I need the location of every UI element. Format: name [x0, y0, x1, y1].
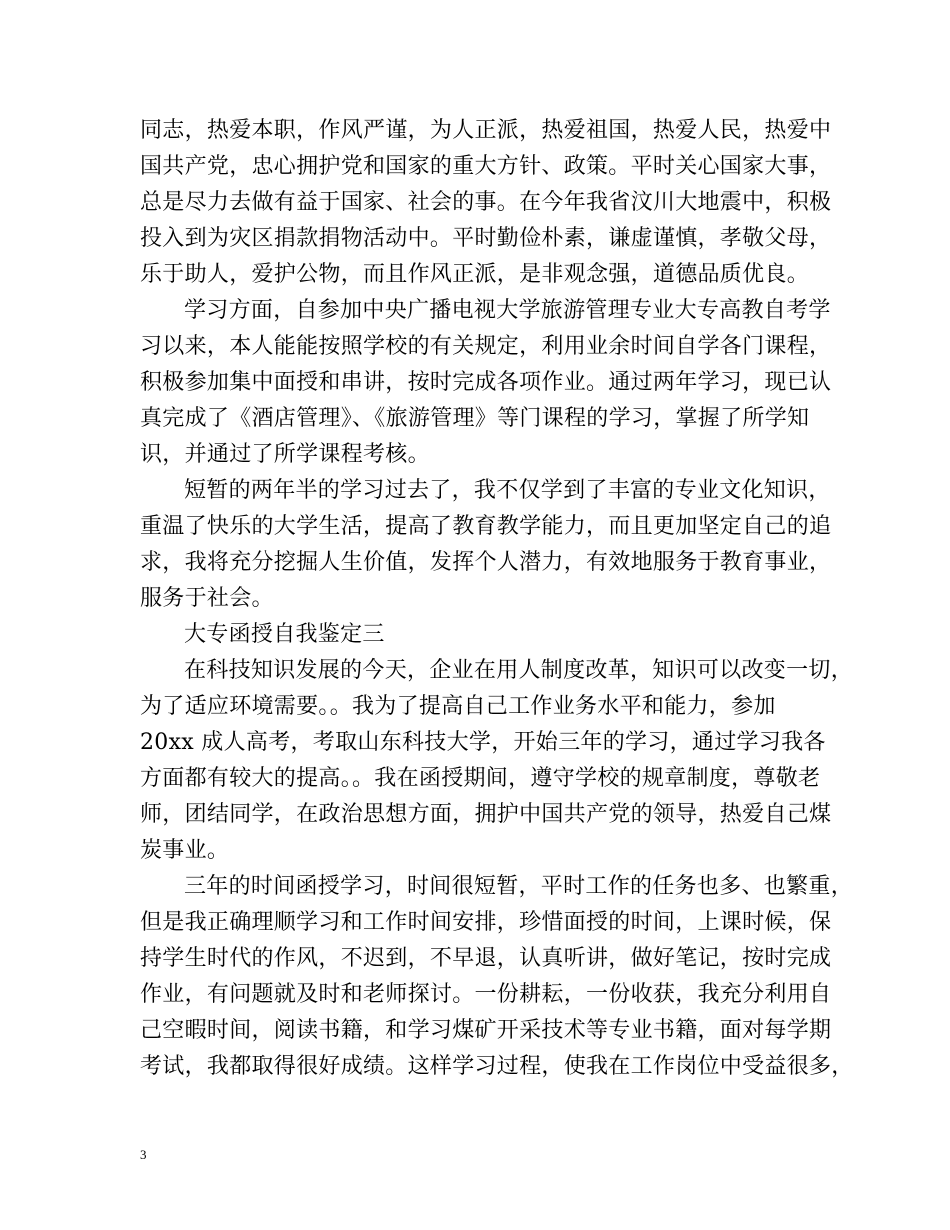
text-line: 总是尽力去做有益于国家、社会的事。在今年我省汶川大地震中，积极 [140, 190, 832, 215]
text-line: 服务于社会。 [140, 586, 274, 611]
section-heading: 大专函授自我鉴定三 [184, 622, 385, 647]
text-line: 重温了快乐的大学生活，提高了教育教学能力，而且更加坚定自己的追 [140, 514, 832, 539]
text-line: 师，团结同学，在政治思想方面，拥护中国共产党的领导，热爱自己煤 [140, 802, 832, 827]
text-line: 但是我正确理顺学习和工作时间安排，珍惜面授的时间，上课时候，保 [140, 910, 832, 935]
text-line: 为了适应环境需要。。我为了提高自己工作业务水平和能力，参加 [140, 694, 776, 719]
text-line: 求，我将充分挖掘人生价值，发挥个人潜力，有效地服务于教育事业， [140, 550, 832, 575]
text-line: 投入到为灾区捐款捐物活动中。平时勤俭朴素，谦虚谨慎，孝敬父母， [140, 226, 832, 251]
text-line: 同志，热爱本职，作风严谨，为人正派，热爱祖国，热爱人民，热爱中 [140, 118, 832, 143]
text-line: 识，并通过了所学课程考核。 [140, 442, 430, 467]
paragraph-start-line: 在科技知识发展的今天，企业在用人制度改革，知识可以改变一切， [184, 658, 854, 683]
text-line: 真完成了《酒店管理》、《旅游管理》等门课程的学习，掌握了所学知 [140, 406, 810, 431]
text-line: 己空暇时间，阅读书籍，和学习煤矿开采技术等专业书籍，面对每学期 [140, 1018, 832, 1043]
paragraph-start-line: 短暂的两年半的学习过去了，我不仅学到了丰富的专业文化知识， [184, 478, 831, 503]
text-line: 积极参加集中面授和串讲，按时完成各项作业。通过两年学习，现已认 [140, 370, 832, 395]
text-line: 作业，有问题就及时和老师探讨。一份耕耘，一份收获，我充分利用自 [140, 982, 832, 1007]
text-line: 方面都有较大的提高。。我在函授期间，遵守学校的规章制度，尊敬老 [140, 766, 821, 791]
text-line: 考试，我都取得很好成绩。这样学习过程，使我在工作岗位中受益很多， [140, 1054, 854, 1079]
text-line: 炭事业。 [140, 838, 230, 863]
paragraph-start-line: 学习方面，自参加中央广播电视大学旅游管理专业大专高教自考学 [184, 298, 831, 323]
paragraph-start-line: 三年的时间函授学习，时间很短暂，平时工作的任务也多、也繁重， [184, 874, 854, 899]
text-line: 国共产党，忠心拥护党和国家的重大方针、政策。平时关心国家大事， [140, 154, 832, 179]
text-line: 习以来，本人能能按照学校的有关规定，利用业余时间自学各门课程， [140, 334, 832, 359]
text-line: 乐于助人，爱护公物，而且作风正派，是非观念强，道德品质优良。 [140, 262, 810, 287]
text-line: 20xx 成人高考，考取山东科技大学，开始三年的学习，通过学习我各 [140, 730, 826, 755]
text-line: 持学生时代的作风，不迟到，不早退，认真听讲，做好笔记，按时完成 [140, 946, 832, 971]
page-number: 3 [140, 1147, 147, 1162]
